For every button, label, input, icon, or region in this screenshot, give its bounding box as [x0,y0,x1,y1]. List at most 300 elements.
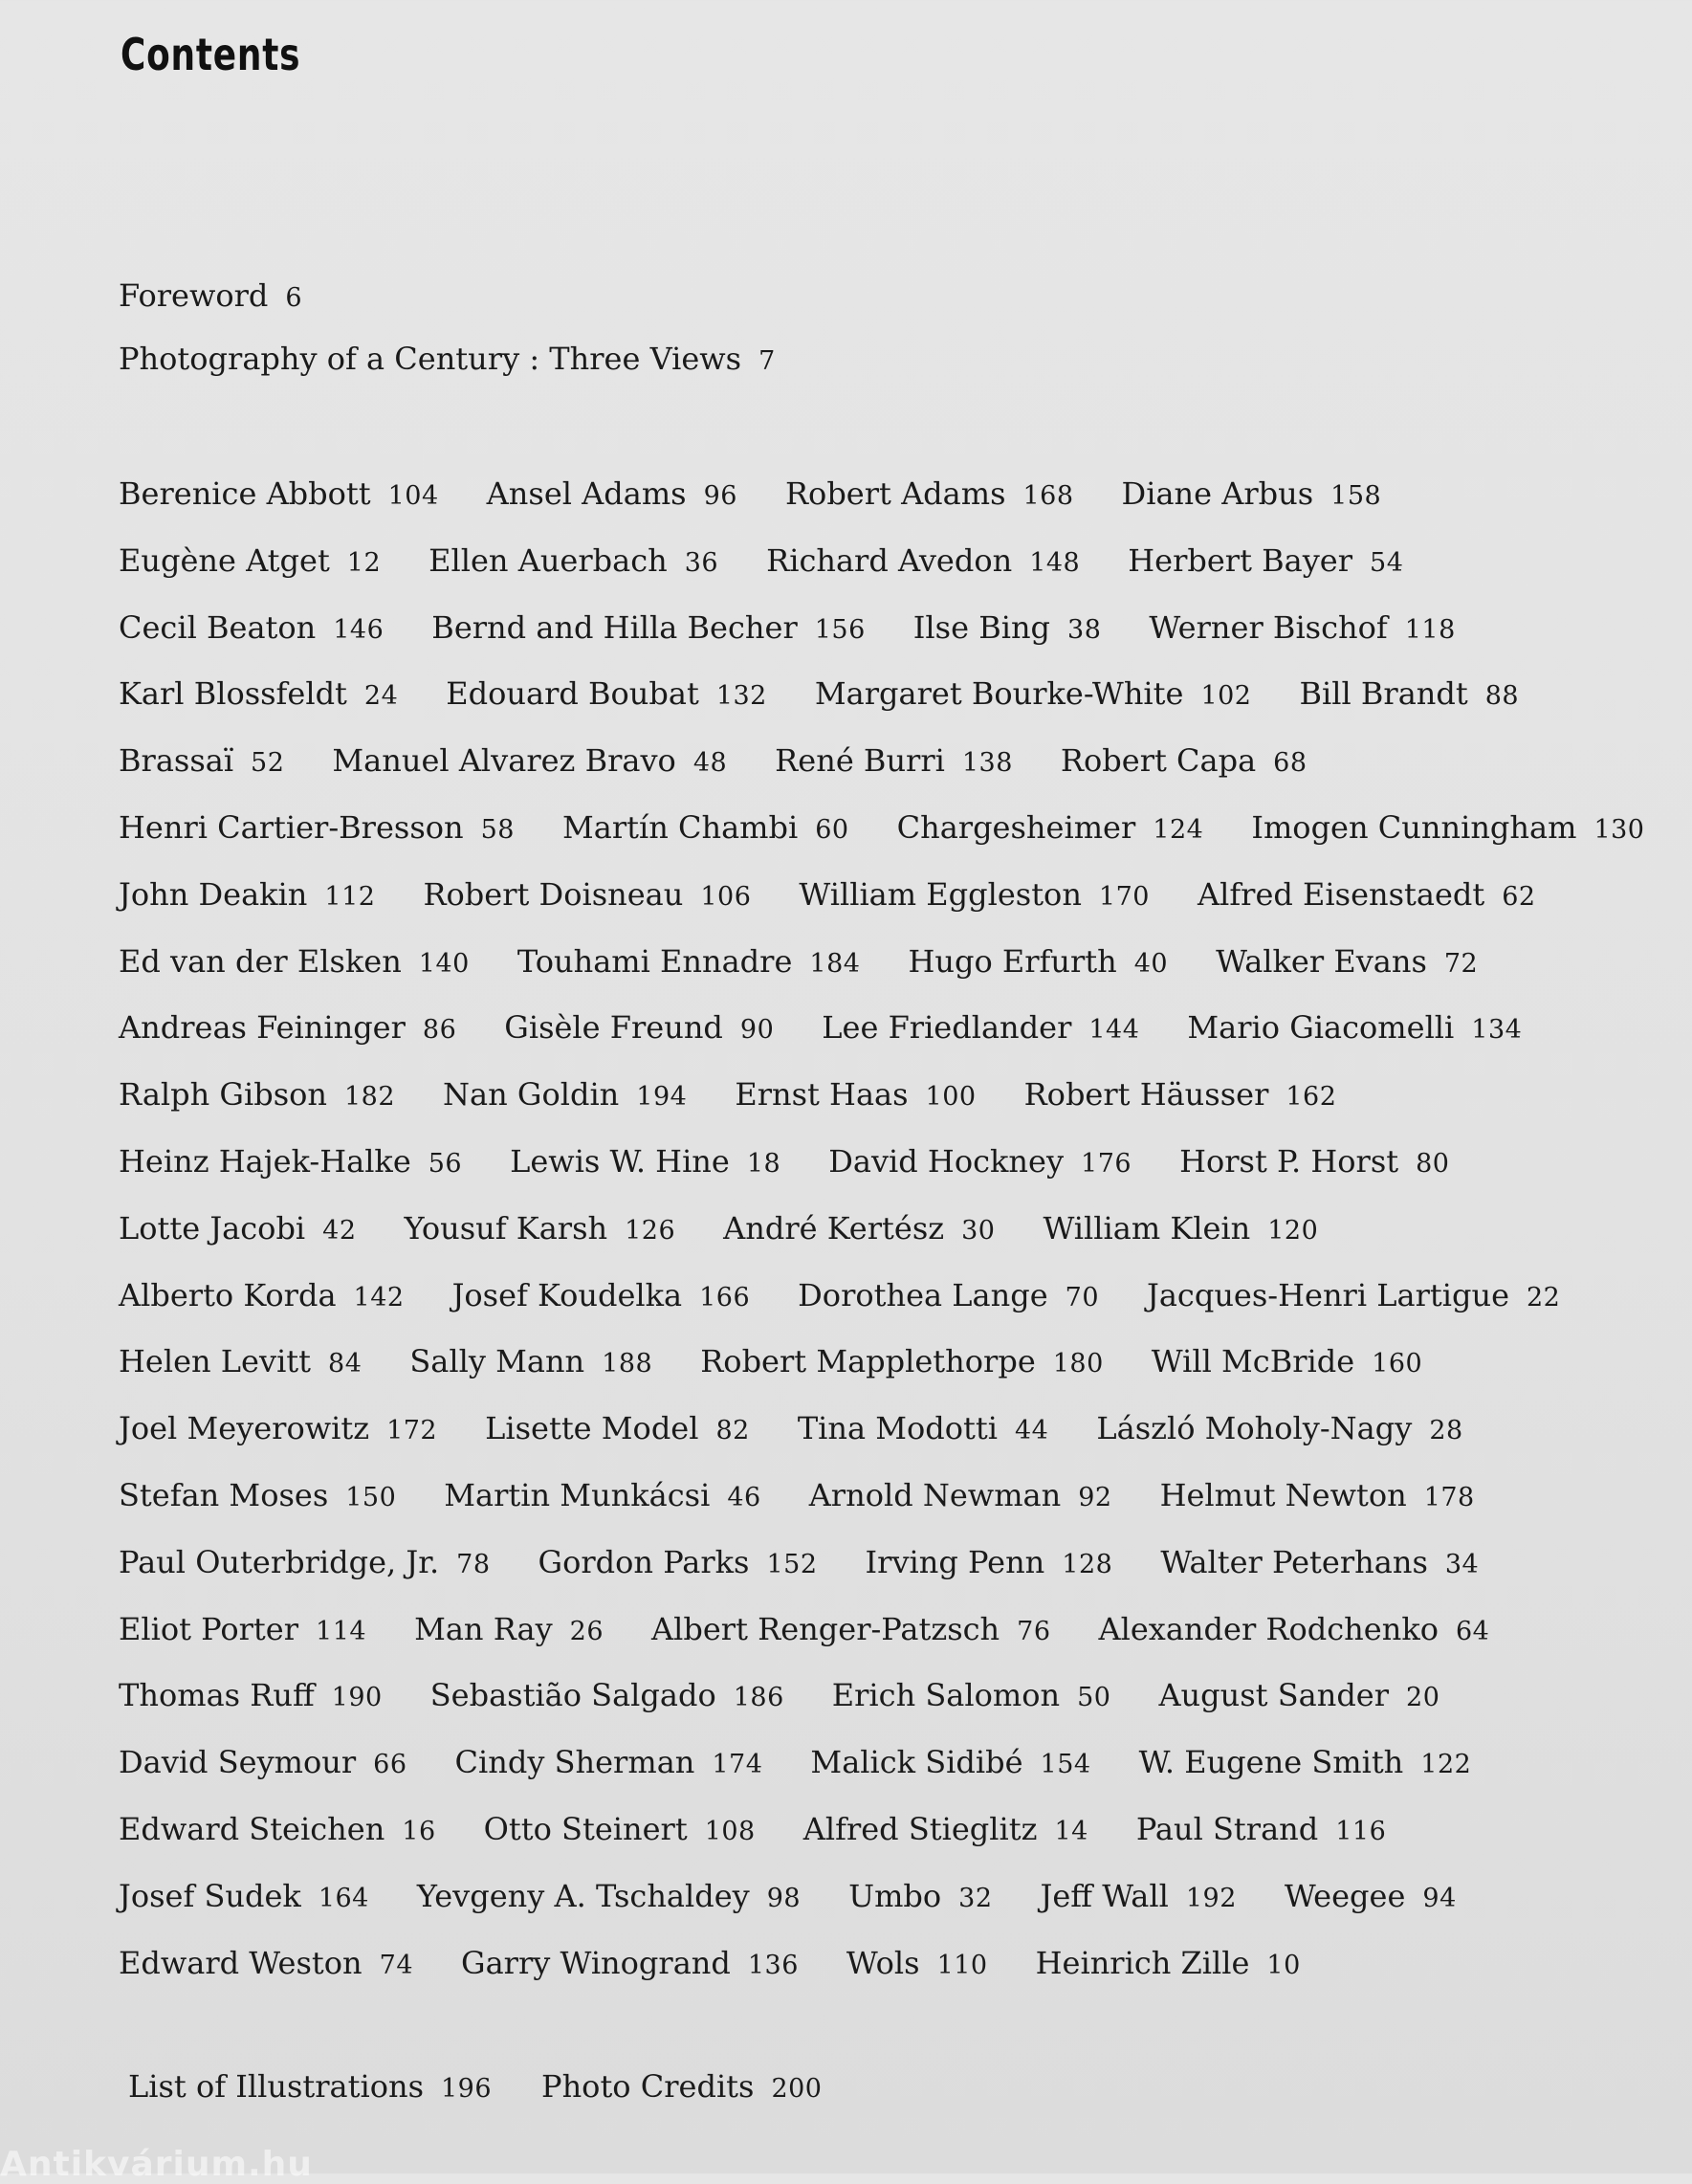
entry-page-number: 124 [1153,814,1204,845]
photographer-entry [1160,1541,1479,1586]
photographer-name: Paul Strand [1135,1810,1319,1847]
photographer-name: Irving Penn [865,1543,1045,1580]
entry-page-number: 34 [1444,1549,1480,1579]
back-matter-item [128,2068,492,2105]
index-row [119,1073,1592,1140]
photographer-entry [119,1808,436,1853]
photographer-entry [119,1207,357,1252]
entry-page-number: 164 [318,1883,369,1913]
entry-page-number: 38 [1067,614,1102,645]
entry-page-number: 116 [1335,1816,1387,1846]
entry-label: Photo Credits [541,2068,755,2105]
front-matter-item [119,277,302,314]
photographer-entry [409,1340,652,1385]
photographer-entry [810,1741,1090,1786]
photographer-entry [908,940,1168,985]
photographer-entry [119,873,375,918]
entry-page-number: 16 [402,1816,436,1846]
photographer-entry [1160,1474,1475,1519]
photographer-entry [1251,806,1644,851]
photographer-entry [828,1140,1132,1185]
watermark: Antikvárium.hu [0,2145,313,2184]
photographer-name: Umbo [848,1877,942,1914]
entry-page-number: 180 [1052,1349,1104,1379]
photographer-entry [487,473,737,518]
entry-page-number: 146 [333,614,385,645]
photographer-entry [119,1608,366,1653]
photographer-entry [913,607,1102,651]
photographer-name: Heinz Hajek-Halke [119,1142,411,1180]
index-row [119,1875,1592,1942]
photographer-index [119,473,1645,2008]
photographer-name: Edouard Boubat [446,675,699,713]
entry-page-number: 178 [1423,1482,1475,1512]
photographer-entry [766,540,1080,585]
entry-page-number: 106 [700,881,752,912]
entry-page-number: 84 [328,1349,363,1379]
photographer-entry [485,1407,750,1452]
photographer-name: Jacques-Henri Lartigue [1147,1276,1509,1313]
photographer-entry [1096,1407,1462,1452]
entry-page-number: 7 [758,346,776,376]
entry-page-number: 186 [733,1683,784,1713]
entry-page-number: 42 [322,1215,357,1246]
photographer-entry [119,1741,407,1786]
photographer-entry [446,673,767,717]
photographer-name: Will McBride [1151,1343,1355,1380]
entry-page-number: 48 [692,748,728,779]
photographer-name: Heinrich Zille [1035,1944,1250,1981]
photographer-entry [1179,1140,1449,1185]
photographer-name: Karl Blossfeldt [119,675,347,713]
index-row [119,873,1592,940]
photographer-name: Robert Häusser [1023,1076,1269,1114]
photographer-entry [1043,1207,1318,1252]
index-row [119,540,1592,607]
photographer-entry [119,940,470,985]
entry-page-number: 152 [766,1549,818,1579]
entry-page-number: 154 [1040,1750,1091,1780]
photographer-entry [484,1808,756,1853]
entry-page-number: 40 [1133,948,1169,979]
entry-page-number: 10 [1266,1950,1301,1980]
photographer-name: Berenice Abbott [119,475,371,512]
entry-page-number: 172 [386,1416,438,1446]
entry-page-number: 82 [715,1416,750,1446]
index-row [119,473,1592,540]
entry-page-number: 102 [1200,681,1252,712]
photographer-name: William Eggleston [799,875,1082,913]
photographer-name: Mario Giacomelli [1187,1009,1455,1047]
photographer-entry [651,1608,1050,1653]
photographer-entry [1139,1741,1472,1786]
entry-page-number: 90 [739,1015,775,1046]
index-row [119,1407,1592,1474]
photographer-name: Manuel Alvarez Bravo [332,742,676,780]
photographer-name: Lisette Model [485,1410,699,1447]
photographer-entry [815,673,1252,717]
entry-page-number: 168 [1022,481,1074,511]
photographer-entry [452,1274,751,1319]
photographer-entry [775,739,1013,784]
photographer-name: Lotte Jacobi [119,1209,306,1246]
photographer-name: Edward Weston [119,1944,363,1981]
photographer-entry [443,1073,687,1118]
entry-page-number: 98 [766,1883,802,1913]
photographer-entry [417,1875,801,1920]
photographer-name: Ralph Gibson [119,1076,327,1114]
photographer-name: Walter Peterhans [1160,1543,1428,1580]
photographer-entry [119,1674,383,1719]
photographer-entry [119,607,384,651]
entry-page-number: 94 [1422,1883,1457,1913]
photographer-entry [504,1006,774,1051]
entry-page-number: 54 [1370,547,1404,578]
photographer-name: Alexander Rodchenko [1098,1610,1439,1647]
entry-page-number: 200 [771,2074,823,2104]
photographer-name: Arnold Newman [808,1476,1062,1513]
entry-page-number: 150 [345,1482,397,1512]
photographer-entry [1122,473,1382,518]
photographer-name: Garry Winogrand [461,1944,731,1981]
photographer-entry [119,806,515,851]
entry-page-number: 86 [422,1015,457,1046]
index-row [119,1942,1592,2009]
photographer-name: Robert Capa [1060,742,1257,780]
photographer-name: Stefan Moses [119,1476,329,1513]
entry-page-number: 72 [1443,948,1479,979]
photographer-entry [798,1407,1049,1452]
entry-page-number: 96 [703,481,737,511]
photographer-name: Alfred Eisenstaedt [1197,875,1485,913]
entry-page-number: 130 [1593,814,1645,845]
entry-page-number: 76 [1017,1616,1051,1646]
entry-page-number: 182 [343,1082,396,1113]
photographer-name: László Moholy-Nagy [1096,1410,1413,1447]
entry-page-number: 26 [569,1616,604,1646]
back-matter [128,2068,872,2105]
photographer-name: Gisèle Freund [504,1009,723,1047]
photographer-name: Wols [846,1944,920,1981]
photographer-entry [461,1942,799,1987]
entry-page-number: 66 [373,1750,407,1780]
photographer-name: Helen Levitt [119,1343,312,1380]
entry-page-number: 114 [316,1616,367,1646]
photographer-name: Otto Steinert [483,1810,688,1847]
index-row [119,1674,1592,1741]
photographer-entry [799,873,1150,918]
photographer-name: Joel Meyerowitz [119,1410,370,1447]
photographer-name: René Burri [775,742,945,780]
photographer-entry [1216,940,1478,985]
photographer-name: Jeff Wall [1040,1877,1169,1914]
photographer-entry [1187,1006,1522,1051]
entry-page-number: 88 [1484,681,1520,712]
entry-page-number: 64 [1455,1616,1490,1646]
photographer-entry [1300,673,1520,717]
entry-page-number: 100 [925,1082,977,1113]
photographer-entry [119,1140,462,1185]
photographer-entry [119,1340,362,1385]
photographer-entry [1147,1274,1560,1319]
photographer-name: Chargesheimer [896,808,1136,846]
photographer-name: Herbert Bayer [1128,541,1353,579]
photographer-name: John Deakin [119,875,308,913]
photographer-name: Ernst Haas [735,1076,909,1114]
entry-page-number: 126 [625,1215,676,1246]
entry-page-number: 120 [1267,1215,1319,1246]
entry-page-number: 140 [418,948,470,979]
photographer-entry [822,1006,1139,1051]
photographer-entry [1099,1608,1490,1653]
index-row [119,1608,1592,1675]
photographer-name: Malick Sidibé [810,1744,1023,1781]
photographer-entry [444,1474,760,1519]
entry-page-number: 138 [961,748,1013,779]
photographer-entry [735,1073,976,1118]
entry-page-number: 194 [636,1082,688,1113]
photographer-entry [538,1541,818,1586]
photographer-name: Helmut Newton [1159,1476,1407,1513]
photographer-entry [428,540,718,585]
entry-page-number: 92 [1078,1482,1112,1512]
entry-page-number: 20 [1406,1683,1440,1713]
photographer-name: Gordon Parks [538,1543,750,1580]
index-row [119,1274,1592,1341]
photographer-entry [866,1541,1113,1586]
entry-page-number: 118 [1404,614,1456,645]
photographer-name: Margaret Bourke-White [814,675,1184,713]
photographer-entry [119,540,381,585]
photographer-entry [798,1274,1099,1319]
entry-page-number: 56 [428,1148,463,1179]
photographer-entry [723,1207,995,1252]
photographer-name: Bill Brandt [1299,675,1468,713]
index-row [119,673,1592,739]
photographer-entry [119,1073,395,1118]
photographer-name: Paul Outerbridge, Jr. [119,1543,440,1580]
photographer-name: Imogen Cunningham [1251,808,1577,846]
photographer-entry [430,1674,784,1719]
entry-page-number: 58 [480,814,515,845]
entry-page-number: 174 [712,1750,763,1780]
photographer-entry [405,1207,676,1252]
photographer-name: Diane Arbus [1121,475,1314,512]
entry-page-number: 156 [814,614,866,645]
photographer-name: Thomas Ruff [119,1677,315,1714]
photographer-name: Josef Koudelka [451,1276,683,1313]
photographer-entry [1158,1674,1439,1719]
index-row [119,806,1645,873]
index-row [119,739,1592,806]
photographer-name: Eliot Porter [119,1610,299,1647]
photographer-entry [119,1006,456,1051]
photographer-entry [1149,607,1455,651]
entry-page-number: 78 [456,1549,491,1579]
page-title: Contents [121,29,301,80]
photographer-name: Edward Steichen [119,1810,385,1847]
entry-page-number: 46 [727,1482,761,1512]
entry-page-number: 112 [324,881,376,912]
index-row [119,1207,1592,1274]
index-row [119,1541,1592,1608]
entry-label: Photography of a Century : Three Views [119,341,742,377]
photographer-entry [119,473,439,518]
photographer-name: Robert Adams [784,475,1006,512]
photographer-entry [1036,1942,1301,1987]
index-row [119,1006,1592,1073]
entry-page-number: 60 [815,814,849,845]
photographer-name: Robert Mapplethorpe [700,1343,1036,1380]
entry-page-number: 122 [1420,1750,1472,1780]
photographer-entry [803,1808,1088,1853]
photographer-name: Bernd and Hilla Becher [431,608,798,646]
entry-page-number: 188 [602,1349,653,1379]
photographer-entry [119,1942,413,1987]
photographer-entry [1198,873,1536,918]
photographer-entry [809,1474,1112,1519]
photographer-name: Martin Munkácsi [444,1476,711,1513]
entry-page-number: 18 [746,1148,781,1179]
entry-page-number: 162 [1285,1082,1337,1113]
index-row [119,1808,1592,1875]
photographer-name: Ilse Bing [912,608,1051,646]
photographer-name: Robert Doisneau [423,875,684,913]
photographer-name: Dorothea Lange [798,1276,1048,1313]
photographer-entry [517,940,861,985]
photographer-entry [1152,1340,1422,1385]
entry-page-number: 80 [1416,1148,1450,1179]
entry-page-number: 62 [1502,881,1536,912]
photographer-name: Ellen Auerbach [428,541,668,579]
entry-page-number: 136 [747,1950,799,1980]
entry-page-number: 108 [704,1816,756,1846]
index-row [119,940,1592,1007]
entry-page-number: 184 [809,948,861,979]
photographer-name: August Sander [1158,1677,1390,1714]
photographer-entry [700,1340,1104,1385]
entry-label: List of Illustrations [128,2068,424,2105]
entry-page-number: 166 [699,1282,751,1313]
photographer-name: Weegee [1284,1877,1406,1914]
entry-page-number: 196 [440,2074,493,2104]
entry-page-number: 12 [346,547,382,578]
entry-label: Foreword [119,277,269,314]
photographer-entry [414,1608,604,1653]
entry-page-number: 132 [715,681,767,712]
entry-page-number: 32 [958,1883,993,1913]
photographer-name: Andreas Feininger [119,1009,406,1047]
photographer-name: Alberto Korda [119,1276,337,1313]
photographer-name: Werner Bischof [1149,608,1388,646]
entry-page-number: 28 [1429,1416,1463,1446]
photographer-entry [119,1474,396,1519]
entry-page-number: 170 [1098,881,1150,912]
entry-page-number: 110 [936,1950,988,1980]
photographer-name: Yousuf Karsh [404,1209,608,1246]
photographer-name: Hugo Erfurth [908,942,1117,980]
photographer-entry [1024,1073,1337,1118]
entry-page-number: 22 [1527,1282,1561,1313]
index-row [119,1474,1592,1541]
photographer-entry [455,1741,763,1786]
photographer-name: William Klein [1043,1209,1251,1246]
photographer-name: Man Ray [414,1610,553,1647]
photographer-name: Nan Goldin [443,1076,620,1114]
entry-page-number: 148 [1029,547,1081,578]
photographer-name: Albert Renger-Patzsch [651,1610,1000,1647]
photographer-entry [119,1407,437,1452]
photographer-name: Erich Salomon [831,1677,1061,1714]
photographer-name: Horst P. Horst [1179,1142,1399,1180]
photographer-name: Touhami Ennadre [516,942,793,980]
photographer-name: Sebastião Salgado [429,1677,716,1714]
photographer-entry [562,806,849,851]
photographer-entry [897,806,1204,851]
entry-page-number: 134 [1471,1015,1523,1046]
photographer-entry [119,1541,491,1586]
photographer-entry [119,739,284,784]
photographer-entry [119,673,398,717]
photographer-entry [846,1942,988,1987]
entry-page-number: 68 [1273,748,1307,779]
photographer-entry [332,739,727,784]
photographer-name: André Kertész [723,1209,945,1246]
photographer-name: Yevgeny A. Tschaldey [416,1877,750,1914]
index-row [119,1340,1592,1407]
front-matter-item [119,341,776,377]
entry-page-number: 52 [251,748,285,779]
photographer-entry [510,1140,780,1185]
photographer-name: Eugène Atget [119,541,330,579]
photographer-entry [1061,739,1307,784]
photographer-entry [119,1274,405,1319]
entry-page-number: 30 [961,1215,996,1246]
entry-page-number: 160 [1372,1349,1423,1379]
index-row [119,1140,1592,1207]
entry-page-number: 44 [1015,1416,1049,1446]
entry-page-number: 142 [353,1282,405,1313]
photographer-entry [848,1875,992,1920]
entry-page-number: 104 [387,481,439,511]
entry-page-number: 14 [1054,1816,1088,1846]
index-row [119,607,1592,673]
photographer-name: Lewis W. Hine [510,1142,730,1180]
photographer-entry [119,1875,369,1920]
entry-page-number: 176 [1081,1148,1132,1179]
photographer-name: Brassaï [119,742,234,780]
entry-page-number: 36 [684,547,719,578]
entry-page-number: 74 [379,1950,413,1980]
photographer-name: Walker Evans [1216,942,1427,980]
photographer-name: Alfred Stieglitz [802,1810,1038,1847]
photographer-name: Ed van der Elsken [119,942,402,980]
photographer-name: Henri Cartier-Bresson [119,808,464,846]
photographer-name: Tina Modotti [797,1410,998,1447]
photographer-name: David Hockney [828,1142,1065,1180]
photographer-name: Josef Sudek [119,1877,301,1914]
photographer-name: Cindy Sherman [454,1744,695,1781]
entry-page-number: 6 [285,283,303,313]
photographer-entry [832,1674,1111,1719]
photographer-entry [1128,540,1403,585]
entry-page-number: 144 [1088,1015,1140,1046]
photographer-name: Martín Chambi [561,808,799,846]
entry-page-number: 192 [1185,1883,1237,1913]
photographer-entry [1136,1808,1386,1853]
photographer-entry [431,607,865,651]
index-row [119,1741,1592,1808]
